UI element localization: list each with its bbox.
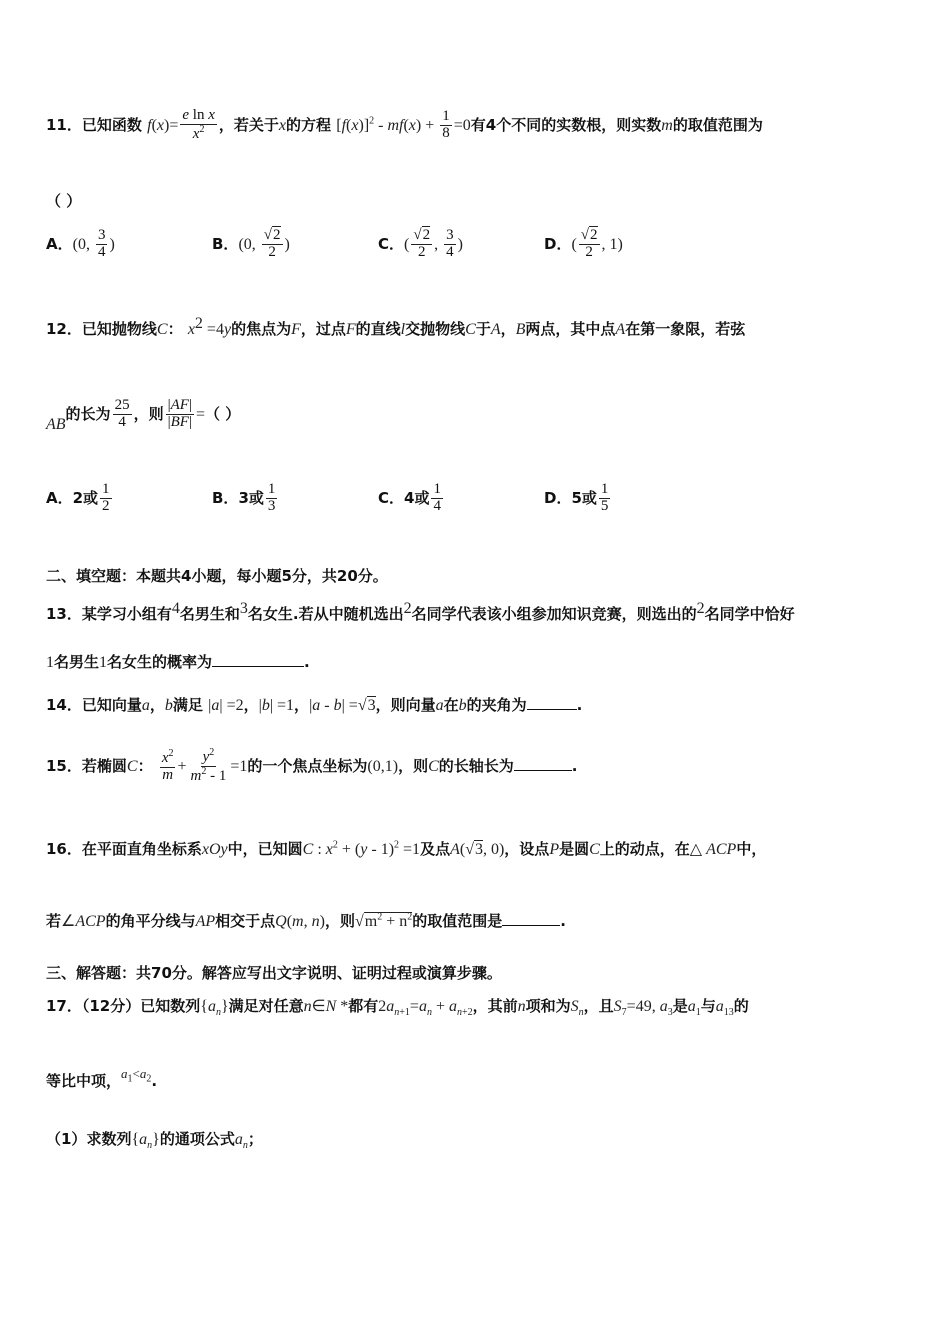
q14-answer-blank[interactable] (527, 709, 577, 710)
q11-option-b[interactable]: B．(0, $\frac{√2}{2}$ ) (212, 227, 290, 260)
equation-quadratic-f: $[f(x)]^2 - mf(x)$ + (336, 115, 439, 134)
q15-answer-blank[interactable] (514, 770, 572, 771)
q16-stem: 16．在平面直角坐标系xOy中，已知圆C : $x^2 + (y - 1)^2 =1$及点A(√3, 0)，设点P是圆C上的动点，在△ ACP中， (46, 839, 767, 858)
section-solution-heading: 三、解答题：共70分。解答应写出文字说明、证明过程或演算步骤。 (46, 964, 502, 982)
q12-stem-cont: AB的长为 $\frac{25}{4}$ ，则 $\frac{|AF|}{|BF|}$ =（ ） (46, 397, 241, 433)
q17-stem-cont: 等比中项，$a_1<a_2$. (46, 1066, 158, 1090)
fraction-af-over-bf: $\frac{|AF|}{|BF|}$ (167, 397, 192, 430)
q13-answer-blank[interactable] (212, 666, 304, 667)
q11-number: 11． (46, 115, 82, 134)
q12-option-b[interactable]: B．3或 $\frac{1}{3}$ (212, 481, 276, 514)
q12-stem: 12．已知抛物线C： $x^2 =4y$的焦点为F，过点F的直线l交抛物线C于A，B两点，其中点A在第一象限，若弦 (46, 315, 746, 338)
function-f: f (147, 116, 152, 134)
q12-option-c[interactable]: C．4或 $\frac{1}{4}$ (378, 481, 441, 514)
q15-number: 15． (46, 756, 82, 775)
q15-stem: 15．若椭圆C： $\frac{x^2}{m}$ + $\frac{y^2}{m^2 - 1}$ =1的一个焦点坐标为(0,1)，则C的长轴长为 . (46, 747, 578, 784)
q16-stem-cont: 若∠ACP的角平分线与AP相交于点Q(m, n)，则$√m^2 + n^2$的取值范围是 . (46, 911, 566, 930)
q16-number: 16． (46, 840, 82, 858)
q13-stem-cont: 1名男生1名女生的概率为 . (46, 653, 310, 671)
q11-paren: （ ） (46, 192, 82, 210)
q11-option-d[interactable]: D．( $\frac{√2}{2}$ , 1) (544, 227, 623, 260)
q13-stem: 13．某学习小组有$^4$名男生和$^3$名女生.若从中随机选出$^2$名同学代表该小组参加知识竞赛，则选出的$^2$名同学中恰好 (46, 600, 795, 623)
q11-option-a[interactable]: A．(0, $\frac{3}{4}$ ) (46, 227, 115, 260)
q13-number: 13． (46, 605, 82, 623)
q12-number: 12． (46, 320, 82, 338)
section-fill-in-heading: 二、填空题：本题共4小题，每小题5分，共20分。 (46, 567, 388, 585)
q17-part1: （1）求数列$\{a_n\}$的通项公式$a_n$； (46, 1130, 263, 1152)
q12-option-a[interactable]: A．2或 $\frac{1}{2}$ (46, 481, 110, 514)
q14-number: 14． (46, 696, 82, 714)
fraction-elnx-over-x2: $\frac{\text{e ln x}}{x^2}$ (182, 107, 215, 142)
q11-option-c[interactable]: C．( $\frac{√2}{2}$ , $\frac{3}{4}$ ) (378, 227, 463, 260)
q17-number: 17． (46, 997, 82, 1015)
q12-option-d[interactable]: D．5或 $\frac{1}{5}$ (544, 481, 609, 514)
q14-stem: 14．已知向量a，b满足 |a| =2，|b| =1，|a - b| =√3，则向量a在b的夹角为 . (46, 696, 583, 714)
q16-answer-blank[interactable] (502, 925, 560, 926)
q17-stem: 17．（12分）已知数列$\{a_n\}$满足对任意n∈N *都有$2a_{n+1}=a_n + a_{n+2}$，其前n项和为$S_n$，且$S_7=49$, $a_3$是$a_1$与$a_{13}$的 (46, 997, 749, 1019)
q11-stem: 11．已知函数 f(x)= $\frac{\text{e ln x}}{x^2}$ ，若关于x的方程 $[f(x)]^2 - mf(x)$ + $\frac{1}{8}$ =0有4个不同的实数根，则实数m的取值范围为 (46, 107, 763, 142)
